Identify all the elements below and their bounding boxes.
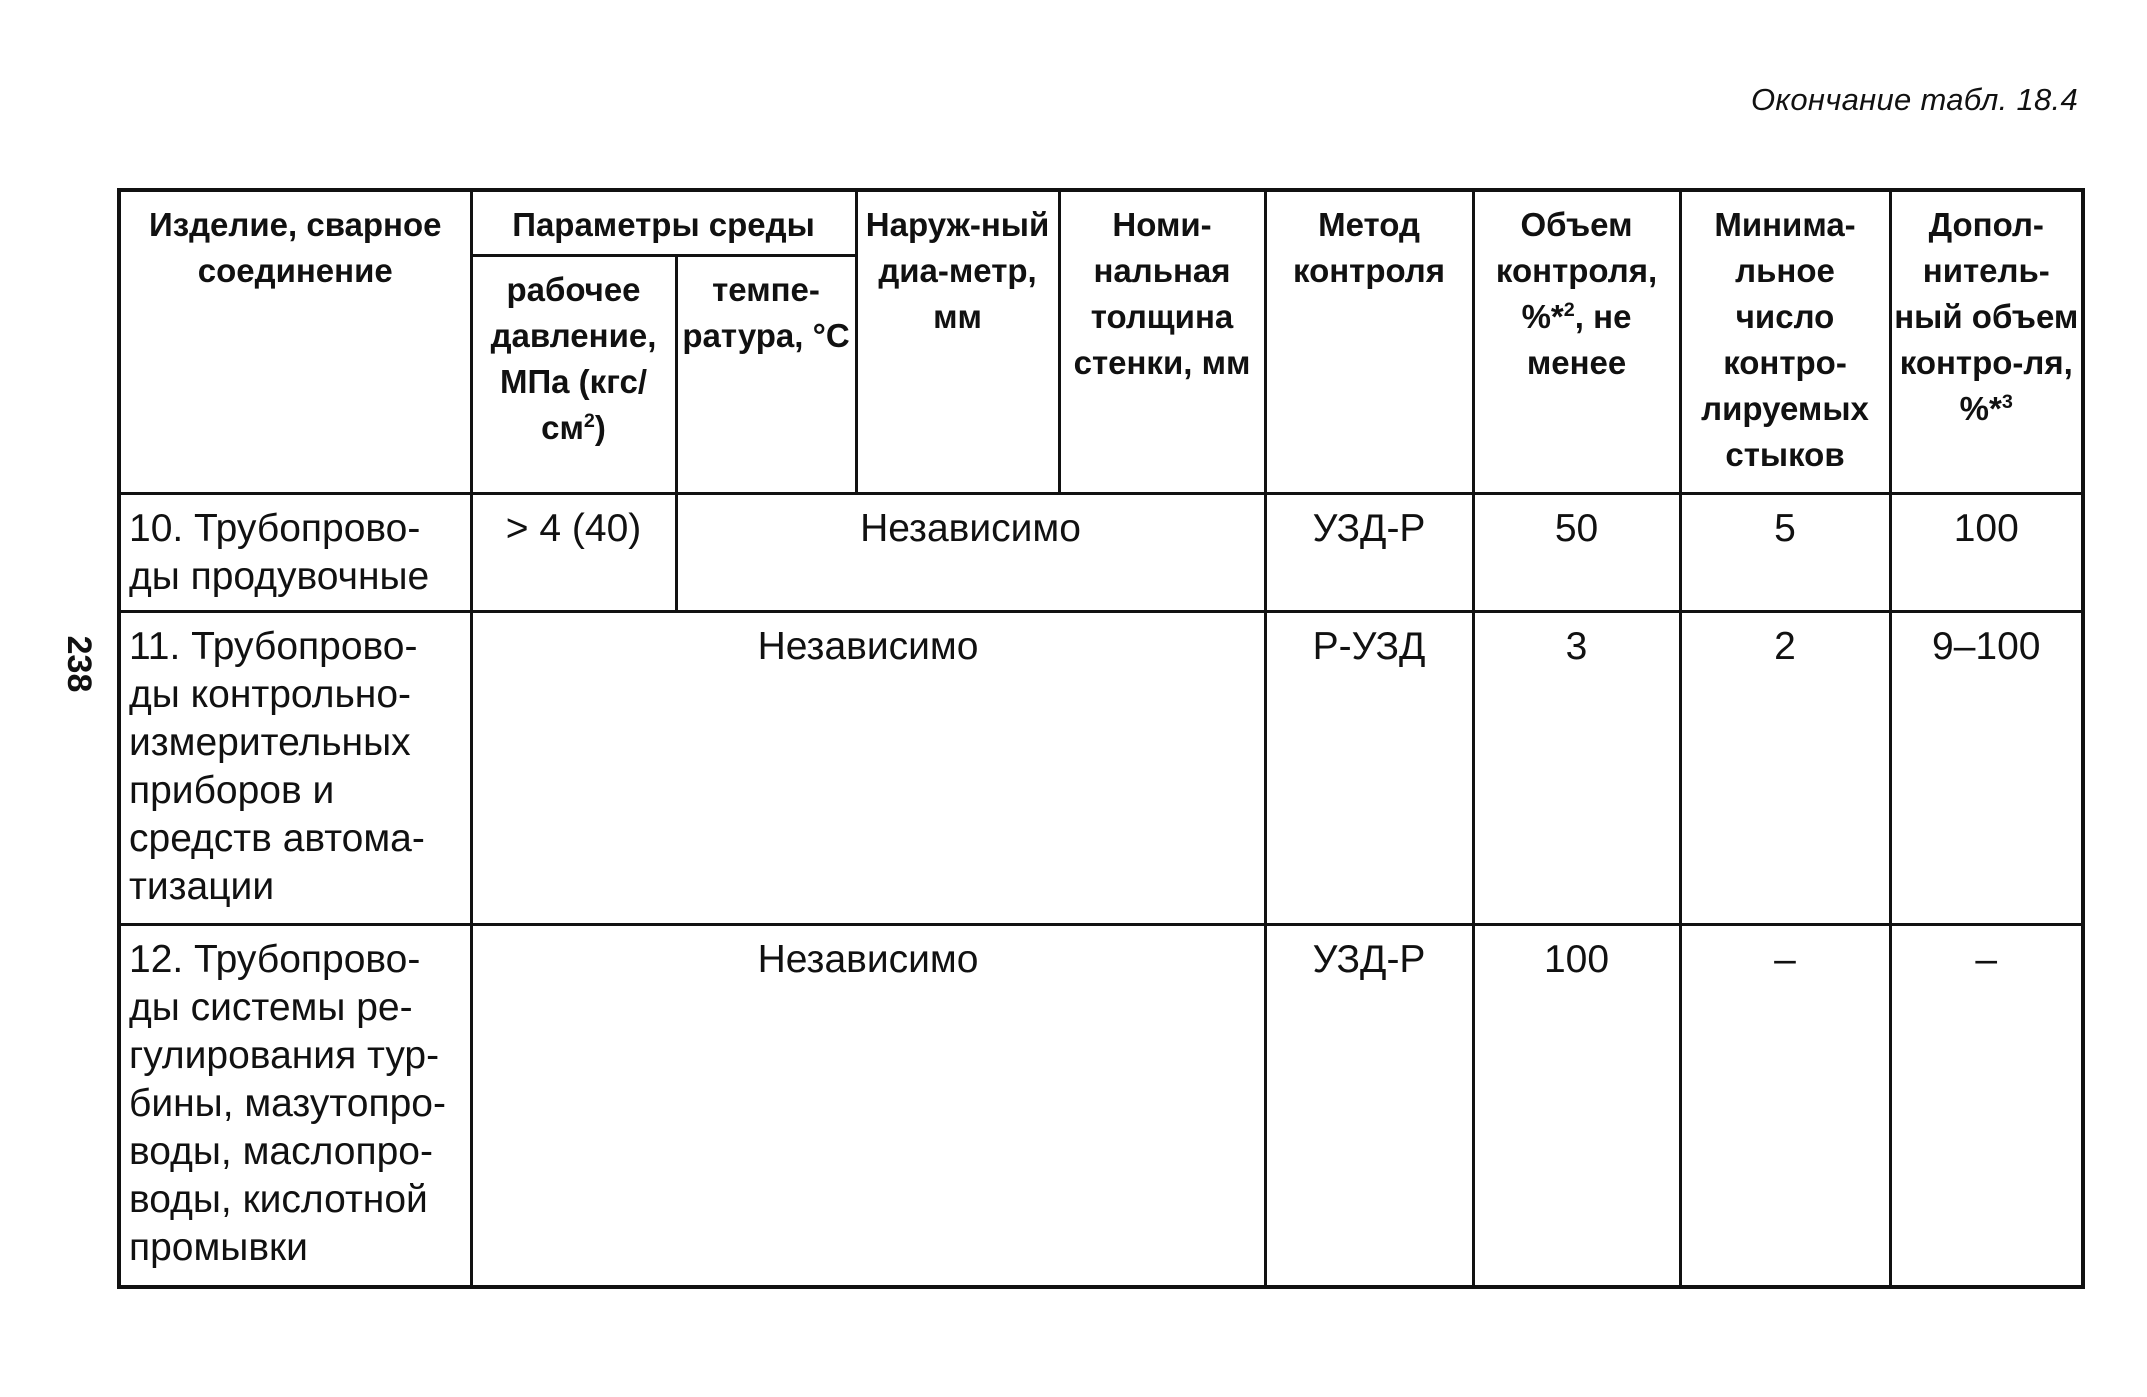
page-number: 238 (60, 635, 98, 693)
table-row (119, 925, 2083, 1288)
header-method: Метод контроля (1265, 190, 1473, 494)
header-outer-diameter: Наруж-ный диа-метр, мм (856, 190, 1059, 494)
cell-min-joints: 2 (1680, 612, 1890, 925)
cell-volume: 100 (1473, 925, 1680, 1288)
cell-method: УЗД-Р (1265, 494, 1473, 612)
table-row (119, 612, 2083, 925)
header-pressure-sup: 2 (583, 410, 595, 432)
header-volume-sup: 2 (1563, 299, 1575, 321)
header-row-top (119, 190, 2083, 256)
cell-product: 10. Трубопрово-ды продувочные (119, 494, 471, 612)
cell-min-joints: – (1680, 925, 1890, 1288)
inspection-table (117, 188, 2085, 1289)
cell-pressure: > 4 (40) (471, 494, 676, 612)
table-caption: Окончание табл. 18.4 (1750, 82, 2078, 117)
header-product: Изделие, сварное соединение (119, 190, 471, 494)
header-medium-params: Параметры среды (471, 190, 856, 256)
cell-product: 12. Трубопрово-ды системы ре-гулирования тур-бины, мазутопро-воды, маслопро-воды, кислотной промывки (119, 925, 471, 1288)
cell-method: УЗД-Р (1265, 925, 1473, 1288)
cell-params-merged: Независимо (676, 494, 1265, 612)
header-volume-text: Объем контроля, %* (1495, 206, 1658, 335)
cell-additional: 100 (1890, 494, 2083, 612)
header-volume (1473, 190, 1680, 494)
cell-product: 11. Трубопрово-ды контрольно-измерительных приборов и средств автома-тизации (119, 612, 471, 925)
cell-additional: 9–100 (1890, 612, 2083, 925)
header-wall-thickness: Номи-нальная толщина стенки, мм (1059, 190, 1265, 494)
cell-volume: 50 (1473, 494, 1680, 612)
header-pressure-text: рабочее давление, МПа (кгс/см (490, 271, 657, 446)
cell-params-merged: Независимо (471, 925, 1265, 1288)
cell-volume: 3 (1473, 612, 1680, 925)
header-additional-sup: 3 (2001, 391, 2013, 413)
cell-min-joints: 5 (1680, 494, 1890, 612)
header-temperature: темпе-ратура, °С (676, 256, 856, 494)
header-additional (1890, 190, 2083, 494)
table-row (119, 494, 2083, 612)
header-min-joints: Минима-льное число контро-лируемых стыков (1680, 190, 1890, 494)
cell-additional: – (1890, 925, 2083, 1288)
header-pressure-tail: ) (594, 409, 606, 446)
cell-method: Р-УЗД (1265, 612, 1473, 925)
cell-params-merged: Независимо (471, 612, 1265, 925)
header-pressure (471, 256, 676, 494)
header-volume-tail: , не менее (1526, 298, 1632, 381)
header-additional-text: Допол-нитель-ный объем контро-ля, %* (1894, 206, 2079, 427)
